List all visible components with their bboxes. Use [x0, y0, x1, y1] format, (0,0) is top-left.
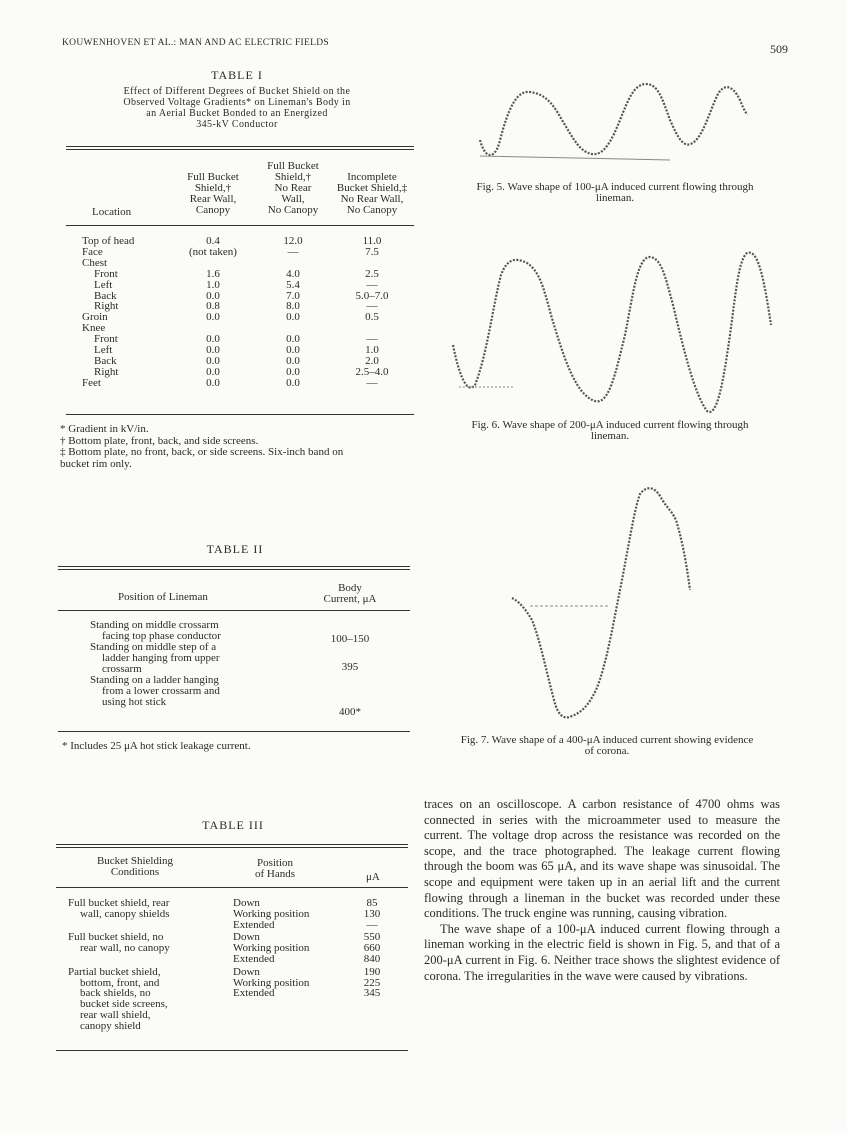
- table-1-header-rule: [66, 225, 414, 226]
- cell-no-rear: 7.0: [286, 289, 300, 302]
- cell-no-rear: 5.4: [286, 278, 300, 291]
- cell-no-rear: 4.0: [286, 267, 300, 280]
- hands-position: Down: [233, 931, 260, 944]
- header-line: of Hands: [254, 868, 296, 880]
- header-line: Full Bucket: [267, 160, 319, 172]
- ua-value: 85: [366, 897, 378, 909]
- header-line: Canopy: [195, 204, 231, 216]
- hands-position: Working position: [233, 976, 310, 989]
- row-label: Top of head: [82, 235, 135, 247]
- caption-line: an Aerial Bucket Bonded to an Energized: [146, 108, 328, 119]
- row-position-line: Standing on a ladder hanging: [90, 674, 219, 686]
- shielding-condition-line: Partial bucket shield,: [68, 965, 161, 978]
- table-1-bottom-rule: [66, 414, 414, 415]
- cell-incomplete: 0.5: [365, 311, 379, 324]
- cell-incomplete: 5.0–7.0: [355, 289, 389, 302]
- col-full-shield-header: [168, 172, 258, 216]
- paragraph: The wave shape of a 100-μA induced current flowing through a lineman working in the electric field is shown in Fig. 5, and that of a 200-μA current in Fig. 6. Neither trace shows the slightest evidence of corona. The irregularities in the wave were caused by vibrations.: [424, 921, 780, 983]
- row-current-value: 100–150: [330, 633, 370, 645]
- hands-position: Working position: [233, 907, 310, 920]
- cell-full-shield: 0.8: [206, 300, 220, 313]
- caption-line: Fig. 6. Wave shape of 200-μA induced current flowing through: [471, 419, 749, 431]
- hands-position: Extended: [233, 987, 275, 1000]
- row-position-line: crossarm: [102, 662, 142, 675]
- cell-no-rear: —: [287, 245, 299, 258]
- caption-line: lineman.: [595, 192, 635, 204]
- col-ua-header: μA: [366, 871, 380, 883]
- table-3-top-rule: [56, 844, 408, 848]
- cell-no-rear: 0.0: [286, 311, 300, 324]
- cell-full-shield: (not taken): [189, 245, 237, 258]
- page-number: 509: [770, 42, 788, 56]
- row-position-line: Standing on middle step of a: [90, 641, 217, 654]
- cell-incomplete: —: [366, 300, 378, 313]
- shielding-condition-line: canopy shield: [80, 1019, 141, 1032]
- hands-position: Working position: [233, 942, 310, 955]
- cell-incomplete: 2.5–4.0: [355, 365, 389, 378]
- cell-no-rear: 0.0: [286, 354, 300, 367]
- header-line: Position: [256, 857, 294, 869]
- caption-line: lineman.: [590, 430, 630, 442]
- shielding-condition-line: back shields, no: [80, 987, 151, 1000]
- col-incomplete-header: [326, 172, 418, 216]
- header-line: Current, μA: [323, 593, 377, 605]
- shielding-condition-line: bottom, front, and: [80, 976, 160, 989]
- table-1-label: TABLE I: [211, 68, 263, 82]
- hands-position: Extended: [233, 918, 275, 931]
- table-1-top-rule: [66, 146, 414, 150]
- caption-line: of corona.: [584, 745, 630, 757]
- header-line: Full Bucket: [187, 171, 239, 183]
- table-2-footnote: * Includes 25 μA hot stick leakage current.: [62, 740, 251, 752]
- ua-value: —: [366, 918, 378, 931]
- header-line: Conditions: [110, 866, 160, 878]
- cell-incomplete: —: [366, 278, 378, 291]
- row-position-line: ladder hanging from upper: [102, 651, 220, 664]
- cell-no-rear: 8.0: [286, 300, 300, 313]
- col-hands-header: [225, 858, 325, 880]
- cell-full-shield: 0.0: [206, 289, 220, 302]
- ua-value: 550: [363, 931, 381, 944]
- row-current-value: 395: [341, 660, 359, 673]
- hands-position: Extended: [233, 953, 275, 965]
- figure-5-caption: [430, 182, 800, 204]
- cell-incomplete: 7.5: [365, 245, 379, 258]
- row-label: Back: [94, 289, 117, 302]
- footnote: † Bottom plate, front, back, and side screens.: [60, 434, 259, 447]
- table-3-bottom-rule: [56, 1050, 408, 1051]
- caption-line: Observed Voltage Gradients* on Lineman's Body in: [123, 97, 351, 108]
- col-position-header: Position of Lineman: [118, 591, 208, 603]
- header-line: Body: [338, 582, 362, 594]
- caption-line: Fig. 7. Wave shape of a 400-μA induced current showing evidence: [460, 734, 754, 746]
- cell-full-shield: 1.6: [206, 267, 220, 280]
- figure-7-trace: [500, 480, 710, 730]
- table-1-caption: [62, 86, 412, 130]
- cell-incomplete: 1.0: [365, 344, 379, 356]
- cell-no-rear: 0.0: [286, 376, 300, 389]
- header-line: Bucket Shielding: [96, 855, 174, 867]
- row-position-line: facing top phase conductor: [102, 629, 221, 642]
- header-line: Bucket Shield,‡: [336, 182, 408, 194]
- cell-full-shield: 0.0: [206, 376, 220, 389]
- row-label: Face: [82, 245, 103, 258]
- cell-no-rear: 12.0: [283, 235, 303, 247]
- caption-line: Effect of Different Degrees of Bucket Shield on the: [123, 86, 351, 97]
- cell-incomplete: 2.0: [365, 354, 379, 367]
- header-line: Incomplete: [347, 171, 397, 183]
- figure-6-caption: [430, 420, 790, 442]
- shielding-condition-line: Full bucket shield, no: [68, 931, 164, 944]
- cell-full-shield: 0.4: [206, 235, 220, 247]
- row-position-line: from a lower crossarm and: [102, 684, 220, 697]
- row-label: Groin: [82, 311, 108, 324]
- table-3-label: TABLE III: [202, 818, 264, 832]
- row-label: Left: [94, 344, 113, 356]
- cell-full-shield: 0.0: [206, 333, 220, 346]
- row-label: Back: [94, 354, 117, 367]
- row-label: Right: [94, 365, 119, 378]
- footnote: bucket rim only.: [60, 457, 132, 470]
- cell-incomplete: 11.0: [362, 235, 382, 247]
- cell-full-shield: 0.0: [206, 365, 220, 378]
- header-line: Shield,†: [194, 182, 232, 194]
- row-position-line: Standing on middle crossarm: [90, 619, 219, 631]
- table-3-header-rule: [56, 887, 408, 888]
- caption-line: Fig. 5. Wave shape of 100-μA induced current flowing through: [476, 181, 754, 193]
- table-2-top-rule: [58, 566, 410, 570]
- cell-full-shield: 0.0: [206, 344, 220, 356]
- cell-full-shield: 1.0: [206, 278, 220, 291]
- header-line: Wall,: [281, 193, 305, 205]
- header-line: No Canopy: [267, 204, 319, 216]
- cell-incomplete: —: [366, 376, 378, 389]
- shielding-condition-line: bucket side screens,: [80, 998, 168, 1011]
- row-label: Feet: [82, 376, 101, 389]
- shielding-condition-line: Full bucket shield, rear: [68, 897, 170, 909]
- cell-no-rear: 0.0: [286, 365, 300, 378]
- footnote: * Gradient in kV/in.: [60, 423, 149, 435]
- cell-no-rear: 0.0: [286, 344, 300, 356]
- table-2-header-rule: [58, 610, 410, 611]
- ua-value: 660: [363, 942, 381, 955]
- header-line: Shield,†: [274, 171, 312, 183]
- shielding-condition-line: rear wall shield,: [80, 1009, 151, 1021]
- running-head: KOUWENHOVEN ET AL.: MAN AND AC ELECTRIC FIELDS: [62, 38, 329, 48]
- header-line: No Rear: [274, 182, 312, 194]
- row-label: Front: [94, 267, 118, 280]
- figure-5-trace: [470, 70, 760, 180]
- ua-value: 225: [363, 976, 381, 989]
- body-text: [424, 797, 780, 984]
- header-line: No Rear Wall,: [340, 193, 404, 205]
- cell-no-rear: 0.0: [286, 333, 300, 346]
- header-line: No Canopy: [346, 204, 398, 216]
- row-position-line: using hot stick: [102, 695, 167, 708]
- ua-value: 840: [363, 953, 381, 965]
- cell-incomplete: 2.5: [365, 267, 379, 280]
- header-line: Rear Wall,: [189, 193, 237, 205]
- ua-value: 130: [363, 907, 381, 920]
- table-2-bottom-rule: [58, 731, 410, 732]
- hands-position: Down: [233, 965, 260, 978]
- cell-full-shield: 0.0: [206, 354, 220, 367]
- paragraph: traces on an oscilloscope. A carbon resistance of 4700 ohms was connected in series with the microammeter used to measure the current. The voltage drop across the resistance was recorded on the scope, and the trace photographed. The leakage current flowing through the boom was 65 μA, and its wave shape was sinusoidal. The scope and equipment were taken up in an aerial lift and the current flowing through a lineman in the bucket was recorded under these conditions. The truck engine was running, causing vibration.: [424, 797, 780, 921]
- col-shielding-header: [70, 856, 200, 878]
- footnote: ‡ Bottom plate, no front, back, or side screens. Six-inch band on: [60, 446, 344, 458]
- row-current-value: 400*: [339, 705, 361, 718]
- table-1-footnotes: [60, 424, 420, 470]
- col-no-rear-header: [258, 161, 328, 216]
- shielding-condition-line: wall, canopy shields: [80, 907, 170, 920]
- col-location-header: Location: [92, 206, 132, 218]
- figure-7-caption: [424, 735, 790, 757]
- col-body-current-header: [300, 583, 400, 605]
- row-label: Right: [94, 300, 119, 313]
- row-label: Front: [94, 333, 118, 346]
- cell-full-shield: 0.0: [206, 311, 220, 324]
- figure-6-trace: [445, 245, 785, 425]
- hands-position: Down: [233, 897, 260, 909]
- row-label: Chest: [82, 256, 108, 269]
- cell-incomplete: —: [366, 333, 378, 346]
- row-label: Knee: [82, 322, 106, 335]
- caption-line: 345-kV Conductor: [196, 119, 278, 130]
- ua-value: 190: [363, 965, 381, 978]
- table-2-label: TABLE II: [206, 542, 264, 556]
- row-label: Left: [94, 278, 113, 291]
- ua-value: 345: [363, 987, 381, 1000]
- shielding-condition-line: rear wall, no canopy: [80, 942, 170, 955]
